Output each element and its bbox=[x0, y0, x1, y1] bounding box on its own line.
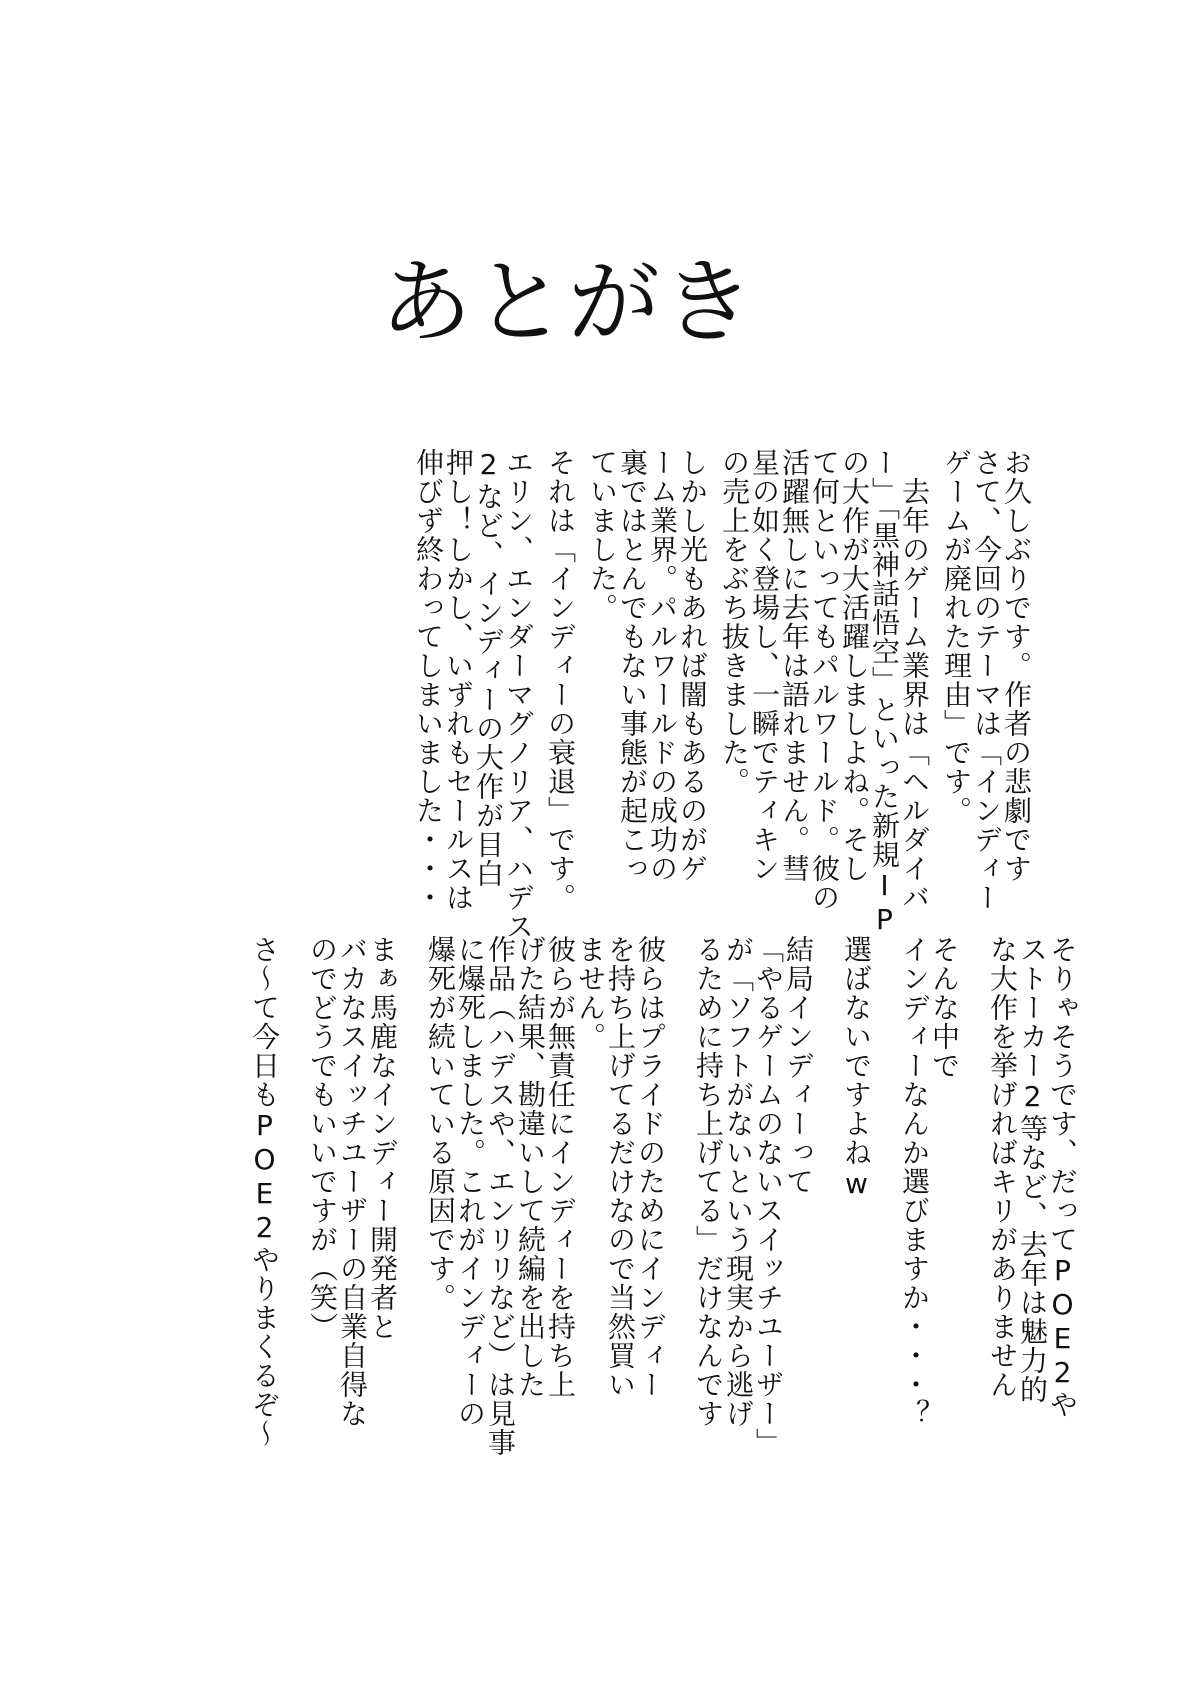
text-column: 去年のゲーム業界は「ヘルダイバ bbox=[898, 448, 931, 912]
text-column: お久しぶりです。作者の悲劇です bbox=[1000, 448, 1033, 883]
text-column: て何といってもパルワールド。彼の bbox=[808, 448, 841, 912]
text-column: 選ばないですよねw bbox=[840, 935, 873, 1201]
text-column: そんな中で bbox=[928, 935, 961, 1080]
text-column: ストーカー2等など、去年は魅力的 bbox=[1016, 935, 1049, 1404]
text-column: な大作を挙げればキリがありません bbox=[986, 935, 1019, 1399]
text-column: を持ち上げてるだけなので当然買い bbox=[604, 935, 637, 1399]
text-column: インディーなんか選びますか・・・？ bbox=[898, 935, 931, 1428]
text-column: さて、今回のテーマは「インディー bbox=[970, 448, 1003, 912]
text-column: 星の如く登場し、一瞬でティキン bbox=[748, 448, 781, 883]
text-column: ていました。 bbox=[586, 448, 619, 622]
text-column: エリン、エンダーマグノリア、ハデス bbox=[502, 448, 535, 941]
text-column: そりゃそうです、だってPOE2や bbox=[1046, 935, 1079, 1419]
text-column: しかし光もあれば闇もあるのがゲ bbox=[676, 448, 709, 883]
text-column: に爆死しました。これがインディーの bbox=[454, 935, 487, 1428]
text-column: まぁ馬鹿なインディー開発者と bbox=[366, 935, 399, 1341]
text-column: ません。 bbox=[574, 935, 607, 1051]
text-column: 爆死が続いている原因です。 bbox=[424, 935, 457, 1312]
text-column: 2など、インディーの大作が目白 bbox=[472, 448, 505, 888]
text-column: ゲームが廃れた理由」です。 bbox=[940, 448, 973, 825]
text-column: 活躍無しに去年は語れません。彗 bbox=[778, 448, 811, 883]
text-column: それは「インディーの衰退」です。 bbox=[544, 448, 577, 912]
text-column: 彼らが無責任にインディーを持ち上 bbox=[544, 935, 577, 1399]
text-column: さ～て今日もPOE2やりまくるぞ～ bbox=[248, 935, 281, 1448]
text-column: 結局インディーって bbox=[782, 935, 815, 1196]
text-column: の大作が大活躍しましよね。そし bbox=[838, 448, 871, 883]
text-column: の売上をぶち抜きました。 bbox=[718, 448, 751, 796]
text-column: げた結果、勘違いして続編を出した bbox=[514, 935, 547, 1399]
text-column: 裏ではとんでもない事態が起こっ bbox=[616, 448, 649, 883]
text-column: 作品（ハデスや、エンリリなど）は見事 bbox=[484, 935, 517, 1457]
text-column: のでどうでもいいですが（笑） bbox=[306, 935, 339, 1341]
text-column: ーム業界。パルワールドの成功の bbox=[646, 448, 679, 883]
text-column: 「やるゲームのないスイッチユーザー」 bbox=[752, 935, 785, 1457]
text-column: るために持ち上げてる」だけなんです bbox=[692, 935, 725, 1428]
text-column: 彼らはプライドのためにインディー bbox=[634, 935, 667, 1399]
text-column: 押し！しかし、いずれもセールスは bbox=[442, 448, 475, 912]
text-column: 伸びず終わってしまいました・・・ bbox=[412, 448, 445, 912]
page-title: あとがき bbox=[380, 248, 757, 356]
text-column: ー」「黒神話悟空」といった新規IP bbox=[868, 448, 901, 937]
text-column: が「ソフトがないという現実から逃げ bbox=[722, 935, 755, 1428]
text-column: バカなスイッチユーザーの自業自得な bbox=[336, 935, 369, 1428]
